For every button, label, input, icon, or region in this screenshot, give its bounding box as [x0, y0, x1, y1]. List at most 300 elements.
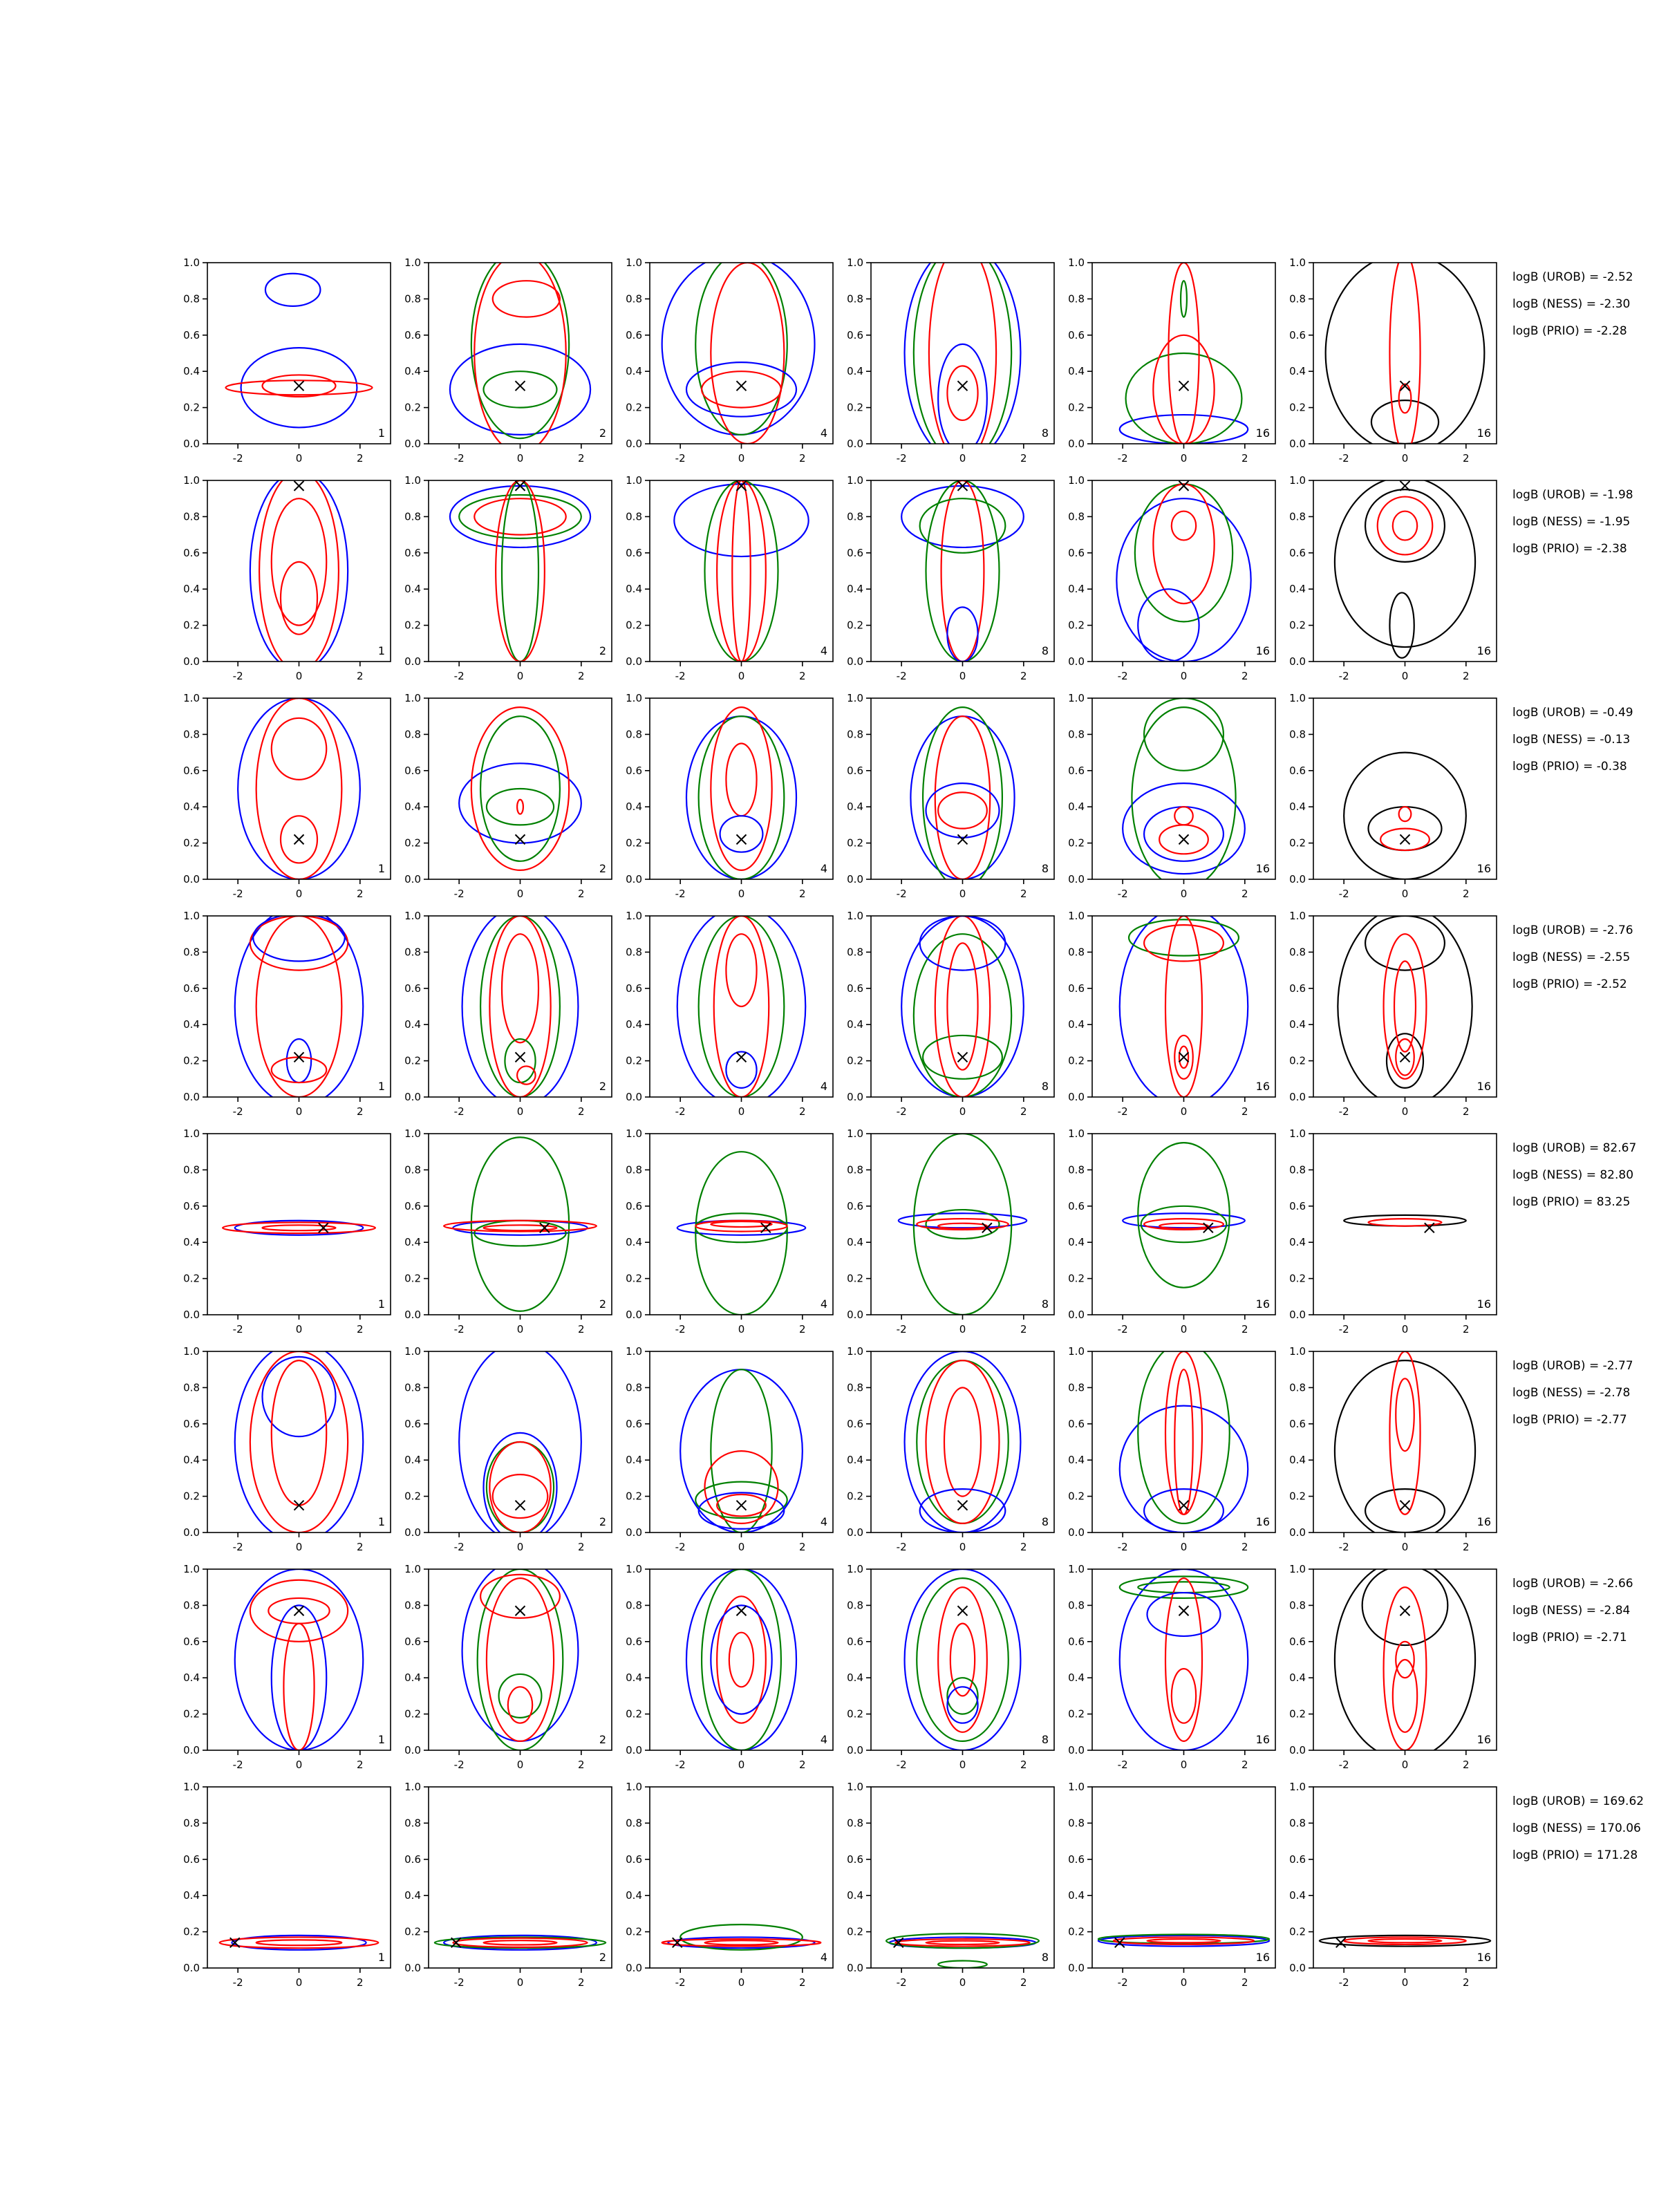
x-tick-label: -2	[675, 1105, 686, 1118]
x-tick-label: 2	[1241, 1976, 1248, 1989]
y-tick-label: 0.2	[1289, 1272, 1306, 1285]
y-tick-label: 0.2	[847, 836, 863, 850]
y-tick-label: 1.0	[847, 256, 863, 269]
panel-corner-label: 1	[377, 1515, 385, 1528]
x-tick-label: -2	[896, 452, 907, 465]
logb-label: logB (UROB) = -2.66	[1512, 1577, 1633, 1591]
y-tick-label: 0.6	[626, 982, 642, 995]
x-tick-label: -2	[1117, 1323, 1128, 1335]
y-tick-label: 0.2	[626, 1490, 642, 1503]
y-tick-label: 1.0	[183, 256, 200, 269]
x-tick-label: 2	[1463, 1323, 1470, 1335]
x-tick-label: 0	[1401, 1541, 1409, 1553]
y-tick-label: 0.4	[183, 365, 200, 378]
x-tick-label: 2	[357, 1976, 364, 1989]
x-tick-label: -2	[896, 1759, 907, 1771]
y-tick-label: 1.0	[847, 1345, 863, 1358]
y-tick-label: 0.0	[1289, 1962, 1306, 1974]
y-tick-label: 0.4	[1289, 1236, 1306, 1249]
panel-corner-label: 4	[820, 427, 827, 440]
y-tick-label: 1.0	[1289, 1345, 1306, 1358]
y-tick-label: 0.0	[404, 1962, 421, 1974]
x-tick-label: 0	[738, 1976, 745, 1989]
y-tick-label: 0.8	[1068, 1599, 1085, 1612]
y-tick-label: 0.0	[1068, 438, 1085, 450]
y-tick-label: 0.0	[626, 1744, 642, 1756]
panel-corner-label: 2	[599, 644, 606, 657]
y-tick-label: 0.8	[404, 1381, 421, 1394]
y-tick-label: 0.2	[1289, 619, 1306, 632]
y-tick-label: 0.4	[1289, 1018, 1306, 1031]
y-tick-label: 0.0	[1289, 1309, 1306, 1321]
panel-corner-label: 4	[820, 1297, 827, 1311]
y-tick-label: 0.4	[1289, 583, 1306, 596]
y-tick-label: 0.0	[626, 1309, 642, 1321]
y-tick-label: 1.0	[404, 692, 421, 704]
x-tick-label: 0	[738, 1541, 745, 1553]
y-tick-label: 0.4	[1289, 1671, 1306, 1685]
x-tick-label: 0	[295, 452, 303, 465]
y-tick-label: 0.2	[1068, 1272, 1085, 1285]
x-tick-label: 2	[578, 888, 585, 900]
x-tick-label: 0	[959, 670, 966, 682]
y-tick-label: 0.0	[183, 1962, 200, 1974]
y-tick-label: 0.6	[847, 328, 863, 341]
y-tick-label: 0.2	[847, 619, 863, 632]
y-tick-label: 0.8	[847, 728, 863, 741]
x-tick-label: 0	[516, 888, 524, 900]
x-tick-label: -2	[1338, 1323, 1349, 1335]
x-tick-label: 2	[357, 1105, 364, 1118]
y-tick-label: 1.0	[1289, 1127, 1306, 1140]
x-tick-label: -2	[1117, 1541, 1128, 1553]
x-tick-label: 0	[1180, 888, 1188, 900]
y-tick-label: 0.8	[626, 946, 642, 959]
logb-label: logB (NESS) = -2.78	[1512, 1386, 1631, 1400]
y-tick-label: 0.4	[183, 1236, 200, 1249]
logb-label: logB (UROB) = -2.52	[1512, 270, 1633, 284]
x-tick-label: 2	[1463, 670, 1470, 682]
y-tick-label: 0.2	[183, 1707, 200, 1721]
y-tick-label: 0.8	[626, 510, 642, 523]
y-tick-label: 0.2	[404, 401, 421, 414]
y-tick-label: 0.0	[1289, 873, 1306, 885]
logb-label: logB (NESS) = 170.06	[1512, 1821, 1641, 1835]
y-tick-label: 0.2	[626, 1925, 642, 1938]
y-tick-label: 0.6	[183, 1635, 200, 1648]
x-tick-label: -2	[1338, 452, 1349, 465]
y-tick-label: 1.0	[1068, 692, 1085, 704]
y-tick-label: 0.4	[847, 583, 863, 596]
panel-corner-label: 16	[1255, 427, 1270, 440]
y-tick-label: 0.0	[1068, 1744, 1085, 1756]
y-tick-label: 0.8	[847, 1163, 863, 1177]
y-tick-label: 0.2	[183, 1054, 200, 1067]
x-tick-label: 0	[295, 670, 303, 682]
y-tick-label: 0.0	[183, 655, 200, 668]
logb-label: logB (NESS) = -2.84	[1512, 1604, 1631, 1618]
x-tick-label: -2	[453, 1976, 465, 1989]
x-tick-label: -2	[1338, 1976, 1349, 1989]
y-tick-label: 0.6	[626, 1853, 642, 1866]
y-tick-label: 0.4	[183, 800, 200, 814]
y-tick-label: 0.8	[183, 1817, 200, 1830]
x-tick-label: -2	[232, 452, 243, 465]
y-tick-label: 0.4	[626, 1018, 642, 1031]
y-tick-label: 0.8	[183, 510, 200, 523]
panel-corner-label: 16	[1255, 862, 1270, 875]
y-tick-label: 0.4	[404, 1018, 421, 1031]
y-tick-label: 1.0	[404, 1127, 421, 1140]
y-tick-label: 1.0	[1068, 474, 1085, 487]
y-tick-label: 0.8	[1289, 292, 1306, 306]
y-tick-label: 0.0	[1289, 1091, 1306, 1103]
x-tick-label: 2	[799, 1759, 806, 1771]
panel-corner-label: 4	[820, 1951, 827, 1964]
x-tick-label: -2	[896, 1541, 907, 1553]
y-tick-label: 0.8	[1068, 1381, 1085, 1394]
x-tick-label: 0	[295, 1759, 303, 1771]
y-tick-label: 0.4	[1289, 800, 1306, 814]
y-tick-label: 0.8	[847, 946, 863, 959]
y-tick-label: 0.2	[183, 1490, 200, 1503]
panel-corner-label: 16	[1255, 1515, 1270, 1528]
x-tick-label: -2	[1338, 1759, 1349, 1771]
y-tick-label: 0.0	[1068, 1526, 1085, 1539]
x-tick-label: 0	[959, 1759, 966, 1771]
y-tick-label: 0.2	[1068, 1054, 1085, 1067]
y-tick-label: 0.0	[847, 1744, 863, 1756]
panel-corner-label: 16	[1477, 1515, 1491, 1528]
y-tick-label: 0.0	[404, 1526, 421, 1539]
y-tick-label: 0.0	[1289, 438, 1306, 450]
x-tick-label: 0	[738, 452, 745, 465]
x-tick-label: 0	[738, 1105, 745, 1118]
y-tick-label: 0.8	[183, 1381, 200, 1394]
x-tick-label: 2	[1241, 888, 1248, 900]
y-tick-label: 0.8	[1068, 728, 1085, 741]
x-tick-label: -2	[1117, 1105, 1128, 1118]
y-tick-label: 0.0	[404, 1309, 421, 1321]
y-tick-label: 0.6	[1068, 328, 1085, 341]
panel-corner-label: 8	[1041, 862, 1049, 875]
y-tick-label: 0.2	[183, 401, 200, 414]
x-tick-label: -2	[1338, 1541, 1349, 1553]
y-tick-label: 0.4	[183, 1889, 200, 1902]
y-tick-label: 0.0	[1289, 655, 1306, 668]
panel-corner-label: 8	[1041, 644, 1049, 657]
y-tick-label: 0.4	[626, 1671, 642, 1685]
x-tick-label: 0	[959, 452, 966, 465]
x-tick-label: -2	[453, 888, 465, 900]
y-tick-label: 0.6	[1289, 982, 1306, 995]
y-tick-label: 1.0	[1289, 1563, 1306, 1575]
y-tick-label: 0.0	[847, 1091, 863, 1103]
panel-corner-label: 8	[1041, 1951, 1049, 1964]
y-tick-label: 0.0	[626, 1962, 642, 1974]
x-tick-label: -2	[896, 1976, 907, 1989]
y-tick-label: 0.8	[1289, 728, 1306, 741]
y-tick-label: 0.8	[404, 946, 421, 959]
panel-corner-label: 16	[1255, 1297, 1270, 1311]
y-tick-label: 0.8	[1289, 946, 1306, 959]
x-tick-label: 0	[1401, 1105, 1409, 1118]
x-tick-label: -2	[675, 1323, 686, 1335]
x-tick-label: 2	[1020, 1976, 1027, 1989]
y-tick-label: 0.8	[183, 1163, 200, 1177]
x-tick-label: 2	[1020, 670, 1027, 682]
y-tick-label: 0.0	[626, 1091, 642, 1103]
y-tick-label: 0.8	[626, 1381, 642, 1394]
y-tick-label: 0.2	[626, 1054, 642, 1067]
y-tick-label: 0.2	[183, 1272, 200, 1285]
y-tick-label: 0.4	[626, 365, 642, 378]
x-tick-label: 0	[959, 1323, 966, 1335]
x-tick-label: 0	[959, 1976, 966, 1989]
y-tick-label: 0.8	[404, 510, 421, 523]
logb-label: logB (UROB) = 169.62	[1512, 1794, 1644, 1808]
x-tick-label: 2	[578, 1541, 585, 1553]
y-tick-label: 1.0	[847, 910, 863, 922]
x-tick-label: 2	[799, 670, 806, 682]
y-tick-label: 0.6	[183, 546, 200, 559]
y-tick-label: 0.2	[404, 836, 421, 850]
y-tick-label: 0.6	[404, 1417, 421, 1430]
y-tick-label: 0.4	[183, 1671, 200, 1685]
y-tick-label: 0.4	[626, 1236, 642, 1249]
panel-corner-label: 2	[599, 1733, 606, 1746]
x-tick-label: 2	[578, 1976, 585, 1989]
logb-label: logB (PRIO) = -0.38	[1512, 760, 1627, 774]
y-tick-label: 0.2	[626, 619, 642, 632]
logb-label: logB (NESS) = 82.80	[1512, 1168, 1634, 1182]
panel-corner-label: 16	[1255, 1080, 1270, 1093]
y-tick-label: 1.0	[626, 1781, 642, 1793]
y-tick-label: 0.2	[1289, 1707, 1306, 1721]
y-tick-label: 0.0	[404, 438, 421, 450]
x-tick-label: 2	[799, 1541, 806, 1553]
y-tick-label: 0.6	[847, 546, 863, 559]
x-tick-label: -2	[453, 1105, 465, 1118]
y-tick-label: 0.8	[1289, 1817, 1306, 1830]
y-tick-label: 1.0	[626, 1345, 642, 1358]
y-tick-label: 0.2	[1289, 401, 1306, 414]
x-tick-label: 0	[1180, 1976, 1188, 1989]
y-tick-label: 0.4	[1068, 1454, 1085, 1467]
y-tick-label: 0.0	[404, 873, 421, 885]
x-tick-label: 0	[1180, 1105, 1188, 1118]
x-tick-label: 0	[1401, 1759, 1409, 1771]
y-tick-label: 0.4	[847, 1236, 863, 1249]
y-tick-label: 0.8	[847, 1599, 863, 1612]
x-tick-label: 0	[516, 1541, 524, 1553]
y-tick-label: 0.8	[183, 946, 200, 959]
x-tick-label: -2	[675, 1759, 686, 1771]
panel-corner-label: 1	[377, 1951, 385, 1964]
y-tick-label: 1.0	[404, 256, 421, 269]
y-tick-label: 0.0	[847, 655, 863, 668]
y-tick-label: 0.2	[847, 1925, 863, 1938]
x-tick-label: 2	[357, 888, 364, 900]
x-tick-label: 2	[357, 1759, 364, 1771]
x-tick-label: 0	[1401, 1976, 1409, 1989]
y-tick-label: 1.0	[847, 692, 863, 704]
x-tick-label: 2	[1020, 1541, 1027, 1553]
logb-label: logB (PRIO) = -2.71	[1512, 1631, 1627, 1644]
y-tick-label: 0.6	[1289, 328, 1306, 341]
x-tick-label: 0	[738, 1323, 745, 1335]
y-tick-label: 0.2	[1289, 1925, 1306, 1938]
x-tick-label: -2	[1117, 1976, 1128, 1989]
panel-corner-label: 2	[599, 427, 606, 440]
y-tick-label: 0.6	[183, 764, 200, 777]
x-tick-label: -2	[896, 670, 907, 682]
y-tick-label: 0.6	[404, 546, 421, 559]
y-tick-label: 0.6	[847, 764, 863, 777]
y-tick-label: 0.4	[183, 1018, 200, 1031]
y-tick-label: 0.4	[1289, 365, 1306, 378]
x-tick-label: 2	[1463, 1976, 1470, 1989]
x-tick-label: -2	[232, 1323, 243, 1335]
y-tick-label: 1.0	[847, 1781, 863, 1793]
x-tick-label: -2	[232, 1759, 243, 1771]
y-tick-label: 0.4	[1289, 1454, 1306, 1467]
y-tick-label: 1.0	[626, 692, 642, 704]
logb-label: logB (UROB) = 82.67	[1512, 1141, 1637, 1155]
y-tick-label: 0.8	[183, 1599, 200, 1612]
x-tick-label: 2	[357, 1323, 364, 1335]
y-tick-label: 0.0	[847, 1526, 863, 1539]
x-tick-label: 0	[1180, 1323, 1188, 1335]
x-tick-label: 2	[1241, 1541, 1248, 1553]
y-tick-label: 0.8	[847, 510, 863, 523]
y-tick-label: 0.4	[404, 365, 421, 378]
panel-corner-label: 16	[1255, 1733, 1270, 1746]
y-tick-label: 1.0	[1068, 910, 1085, 922]
x-tick-label: 0	[295, 1976, 303, 1989]
y-tick-label: 0.2	[847, 1490, 863, 1503]
x-tick-label: 0	[1180, 670, 1188, 682]
y-tick-label: 0.8	[1068, 1163, 1085, 1177]
y-tick-label: 0.6	[1068, 764, 1085, 777]
x-tick-label: -2	[232, 1976, 243, 1989]
y-tick-label: 0.4	[1068, 583, 1085, 596]
y-tick-label: 0.6	[847, 1853, 863, 1866]
y-tick-label: 0.0	[847, 438, 863, 450]
logb-label: logB (PRIO) = 171.28	[1512, 1848, 1638, 1862]
x-tick-label: 2	[1463, 1759, 1470, 1771]
y-tick-label: 0.8	[1068, 510, 1085, 523]
y-tick-label: 0.8	[1289, 510, 1306, 523]
y-tick-label: 0.6	[1289, 1199, 1306, 1212]
panel-corner-label: 16	[1255, 644, 1270, 657]
x-tick-label: 0	[516, 1976, 524, 1989]
y-tick-label: 1.0	[626, 1127, 642, 1140]
x-tick-label: 2	[1463, 888, 1470, 900]
y-tick-label: 0.0	[847, 1962, 863, 1974]
y-tick-label: 0.6	[1289, 1635, 1306, 1648]
x-tick-label: 0	[295, 1541, 303, 1553]
y-tick-label: 0.4	[847, 1889, 863, 1902]
y-tick-label: 0.4	[183, 583, 200, 596]
y-tick-label: 0.2	[1068, 1490, 1085, 1503]
y-tick-label: 0.4	[847, 365, 863, 378]
y-tick-label: 1.0	[404, 1781, 421, 1793]
panel-corner-label: 16	[1477, 644, 1491, 657]
y-tick-label: 0.4	[626, 1454, 642, 1467]
logb-label: logB (NESS) = -2.30	[1512, 297, 1631, 311]
panel-corner-label: 4	[820, 1733, 827, 1746]
x-tick-label: 0	[516, 1759, 524, 1771]
y-tick-label: 0.6	[404, 1199, 421, 1212]
y-tick-label: 0.6	[404, 1853, 421, 1866]
x-tick-label: 0	[1401, 452, 1409, 465]
x-tick-label: -2	[232, 888, 243, 900]
x-tick-label: -2	[675, 670, 686, 682]
x-tick-label: -2	[453, 1323, 465, 1335]
y-tick-label: 0.8	[847, 1381, 863, 1394]
y-tick-label: 0.2	[626, 401, 642, 414]
y-tick-label: 0.0	[1068, 1962, 1085, 1974]
x-tick-label: 2	[1463, 1105, 1470, 1118]
x-tick-label: 0	[1401, 1323, 1409, 1335]
x-tick-label: 2	[799, 452, 806, 465]
x-tick-label: -2	[1117, 670, 1128, 682]
y-tick-label: 0.8	[1289, 1599, 1306, 1612]
y-tick-label: 0.0	[183, 1744, 200, 1756]
panel-corner-label: 2	[599, 1515, 606, 1528]
y-tick-label: 1.0	[1289, 692, 1306, 704]
panel-corner-label: 1	[377, 862, 385, 875]
y-tick-label: 0.6	[1068, 1199, 1085, 1212]
y-tick-label: 0.0	[183, 1309, 200, 1321]
y-tick-label: 0.8	[847, 292, 863, 306]
x-tick-label: 2	[1241, 1105, 1248, 1118]
x-tick-label: 0	[1401, 888, 1409, 900]
y-tick-label: 0.0	[183, 1091, 200, 1103]
y-tick-label: 0.2	[847, 1054, 863, 1067]
x-tick-label: 0	[1180, 1541, 1188, 1553]
panel-corner-label: 1	[377, 427, 385, 440]
y-tick-label: 0.8	[626, 1817, 642, 1830]
y-tick-label: 0.4	[1289, 1889, 1306, 1902]
y-tick-label: 0.4	[847, 1018, 863, 1031]
y-tick-label: 0.2	[1068, 1925, 1085, 1938]
x-tick-label: 2	[357, 1541, 364, 1553]
y-tick-label: 1.0	[626, 1563, 642, 1575]
y-tick-label: 1.0	[847, 1127, 863, 1140]
x-tick-label: 0	[959, 1105, 966, 1118]
panel-corner-label: 16	[1255, 1951, 1270, 1964]
y-tick-label: 1.0	[626, 474, 642, 487]
x-tick-label: 0	[1401, 670, 1409, 682]
x-tick-label: 2	[578, 452, 585, 465]
x-tick-label: 2	[357, 670, 364, 682]
panel-corner-label: 1	[377, 1733, 385, 1746]
y-tick-label: 0.0	[1068, 873, 1085, 885]
x-tick-label: 0	[516, 670, 524, 682]
y-tick-label: 0.2	[847, 401, 863, 414]
y-tick-label: 0.8	[847, 1817, 863, 1830]
panel-corner-label: 16	[1477, 1951, 1491, 1964]
logb-label: logB (PRIO) = -2.38	[1512, 542, 1627, 556]
x-tick-label: 2	[578, 1759, 585, 1771]
y-tick-label: 1.0	[1068, 1345, 1085, 1358]
x-tick-label: -2	[1338, 670, 1349, 682]
y-tick-label: 0.6	[626, 328, 642, 341]
x-tick-label: 2	[1241, 1323, 1248, 1335]
x-tick-label: 0	[738, 1759, 745, 1771]
